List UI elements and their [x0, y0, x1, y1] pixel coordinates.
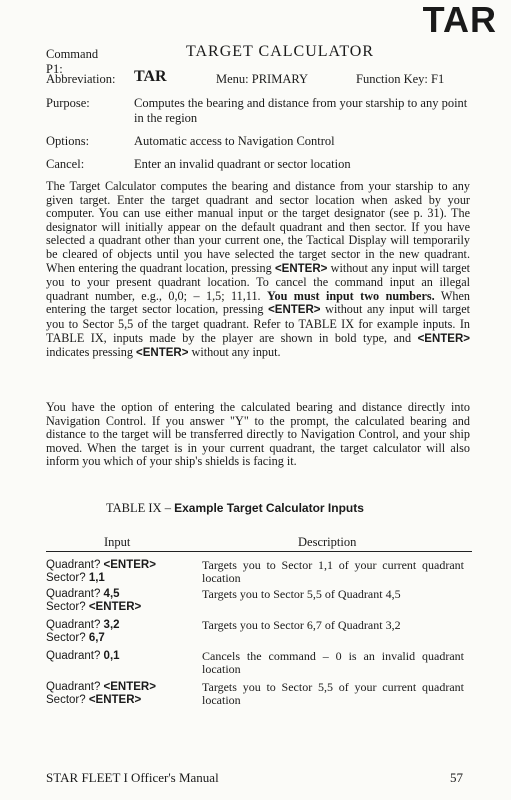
cancel-value: Enter an invalid quadrant or sector location: [134, 157, 351, 171]
footer-manual-title: STAR FLEET I Officer's Manual: [46, 770, 219, 785]
options-label: Options:: [46, 134, 90, 148]
enter-key-ref: <ENTER>: [136, 347, 189, 360]
body-paragraph-1: [46, 180, 470, 361]
row-input: Quadrant? 3,2 Sector? 6,7: [46, 619, 120, 644]
row-input: Quadrant? <ENTER> Sector? 1,1: [46, 559, 156, 584]
row-description: Targets you to Sector 6,7 of Quadrant 3,2: [202, 618, 401, 632]
command-title: TARGET CALCULATOR: [186, 43, 375, 60]
table-header-rule: [46, 551, 472, 552]
enter-key-ref: <ENTER>: [274, 262, 328, 275]
p1-text: The Target Calculator computes the bearing and distance from your starship to any given target. Enter the target quadrant and sector location when asked by your computer. You can use either manual input or the target designator (see p. 31). The designator will initially appear on the default quadrant and then sector. If you have selected a quadrant other than your current one, the Tactical Display will temporarily be cleared of objects until you have selected the target sector in the new quadrant. When entering the quadrant location, pressing: [46, 179, 470, 275]
abbreviation-value: TAR: [134, 68, 167, 85]
row-input: Quadrant? 4,5 Sector? <ENTER>: [46, 588, 142, 613]
abbreviation-label: Abbreviation:: [46, 72, 116, 86]
row-description: Targets you to Sector 5,5 of your current quadrant location: [202, 680, 464, 707]
column-header-description: Description: [298, 535, 357, 549]
command-code-heading: TAR: [422, 0, 497, 40]
p1-text: indicates pressing: [46, 345, 137, 360]
purpose-value: Computes the bearing and distance from your starship to any point in the region: [134, 96, 468, 125]
row-description: Targets you to Sector 1,1 of your current quadrant location: [202, 558, 464, 585]
function-key-value: Function Key: F1: [356, 72, 445, 86]
options-value: Automatic access to Navigation Control: [134, 134, 335, 148]
table-title-text: Example Target Calculator Inputs: [174, 501, 364, 515]
p1-text: without any input.: [188, 345, 281, 360]
p1-text: without any input will target you to your present quadrant location. To cancel the command input an illegal quadrant number, e.g., 0,0; – 1,5; 11,11.: [46, 260, 470, 303]
table-title: [106, 501, 364, 516]
cancel-label: Cancel:: [46, 157, 85, 171]
row-input: Quadrant? 0,1: [46, 650, 120, 662]
p1-emphasis: You must input two numbers.: [267, 288, 435, 303]
row-input: Quadrant? <ENTER> Sector? <ENTER>: [46, 681, 156, 706]
menu-value: Menu: PRIMARY: [216, 72, 309, 86]
table-title-prefix: TABLE IX –: [106, 501, 171, 515]
purpose-label: Purpose:: [46, 96, 90, 110]
body-paragraph-2: You have the option of entering the calculated bearing and distance directly into Navigation Control. If you answer "Y" to the prompt, the calculated bearing and distance to the target will be transferred directly to Navigation Control, and your ship moved. When the target is in your current quadrant, the target calculator will also inform you which of your ship's shields is facing it.: [46, 400, 470, 469]
enter-key-ref: <ENTER>: [268, 304, 321, 317]
enter-key-ref: <ENTER>: [417, 332, 470, 345]
command-label: Command P1:: [46, 47, 99, 76]
column-header-input: Input: [104, 535, 131, 549]
p1-text: When entering the target sector location, pressing: [46, 288, 470, 317]
p1-text: without any input will target you to Sector 5,5 of the target quadrant. Refer to TABLE IX for example inputs. In TABLE IX, inputs made by the player are shown in bold type, and: [46, 302, 470, 345]
row-description: Cancels the command – 0 is an invalid quadrant location: [202, 649, 464, 676]
page-number: 57: [450, 770, 463, 785]
row-description: Targets you to Sector 5,5 of Quadrant 4,5: [202, 587, 401, 601]
